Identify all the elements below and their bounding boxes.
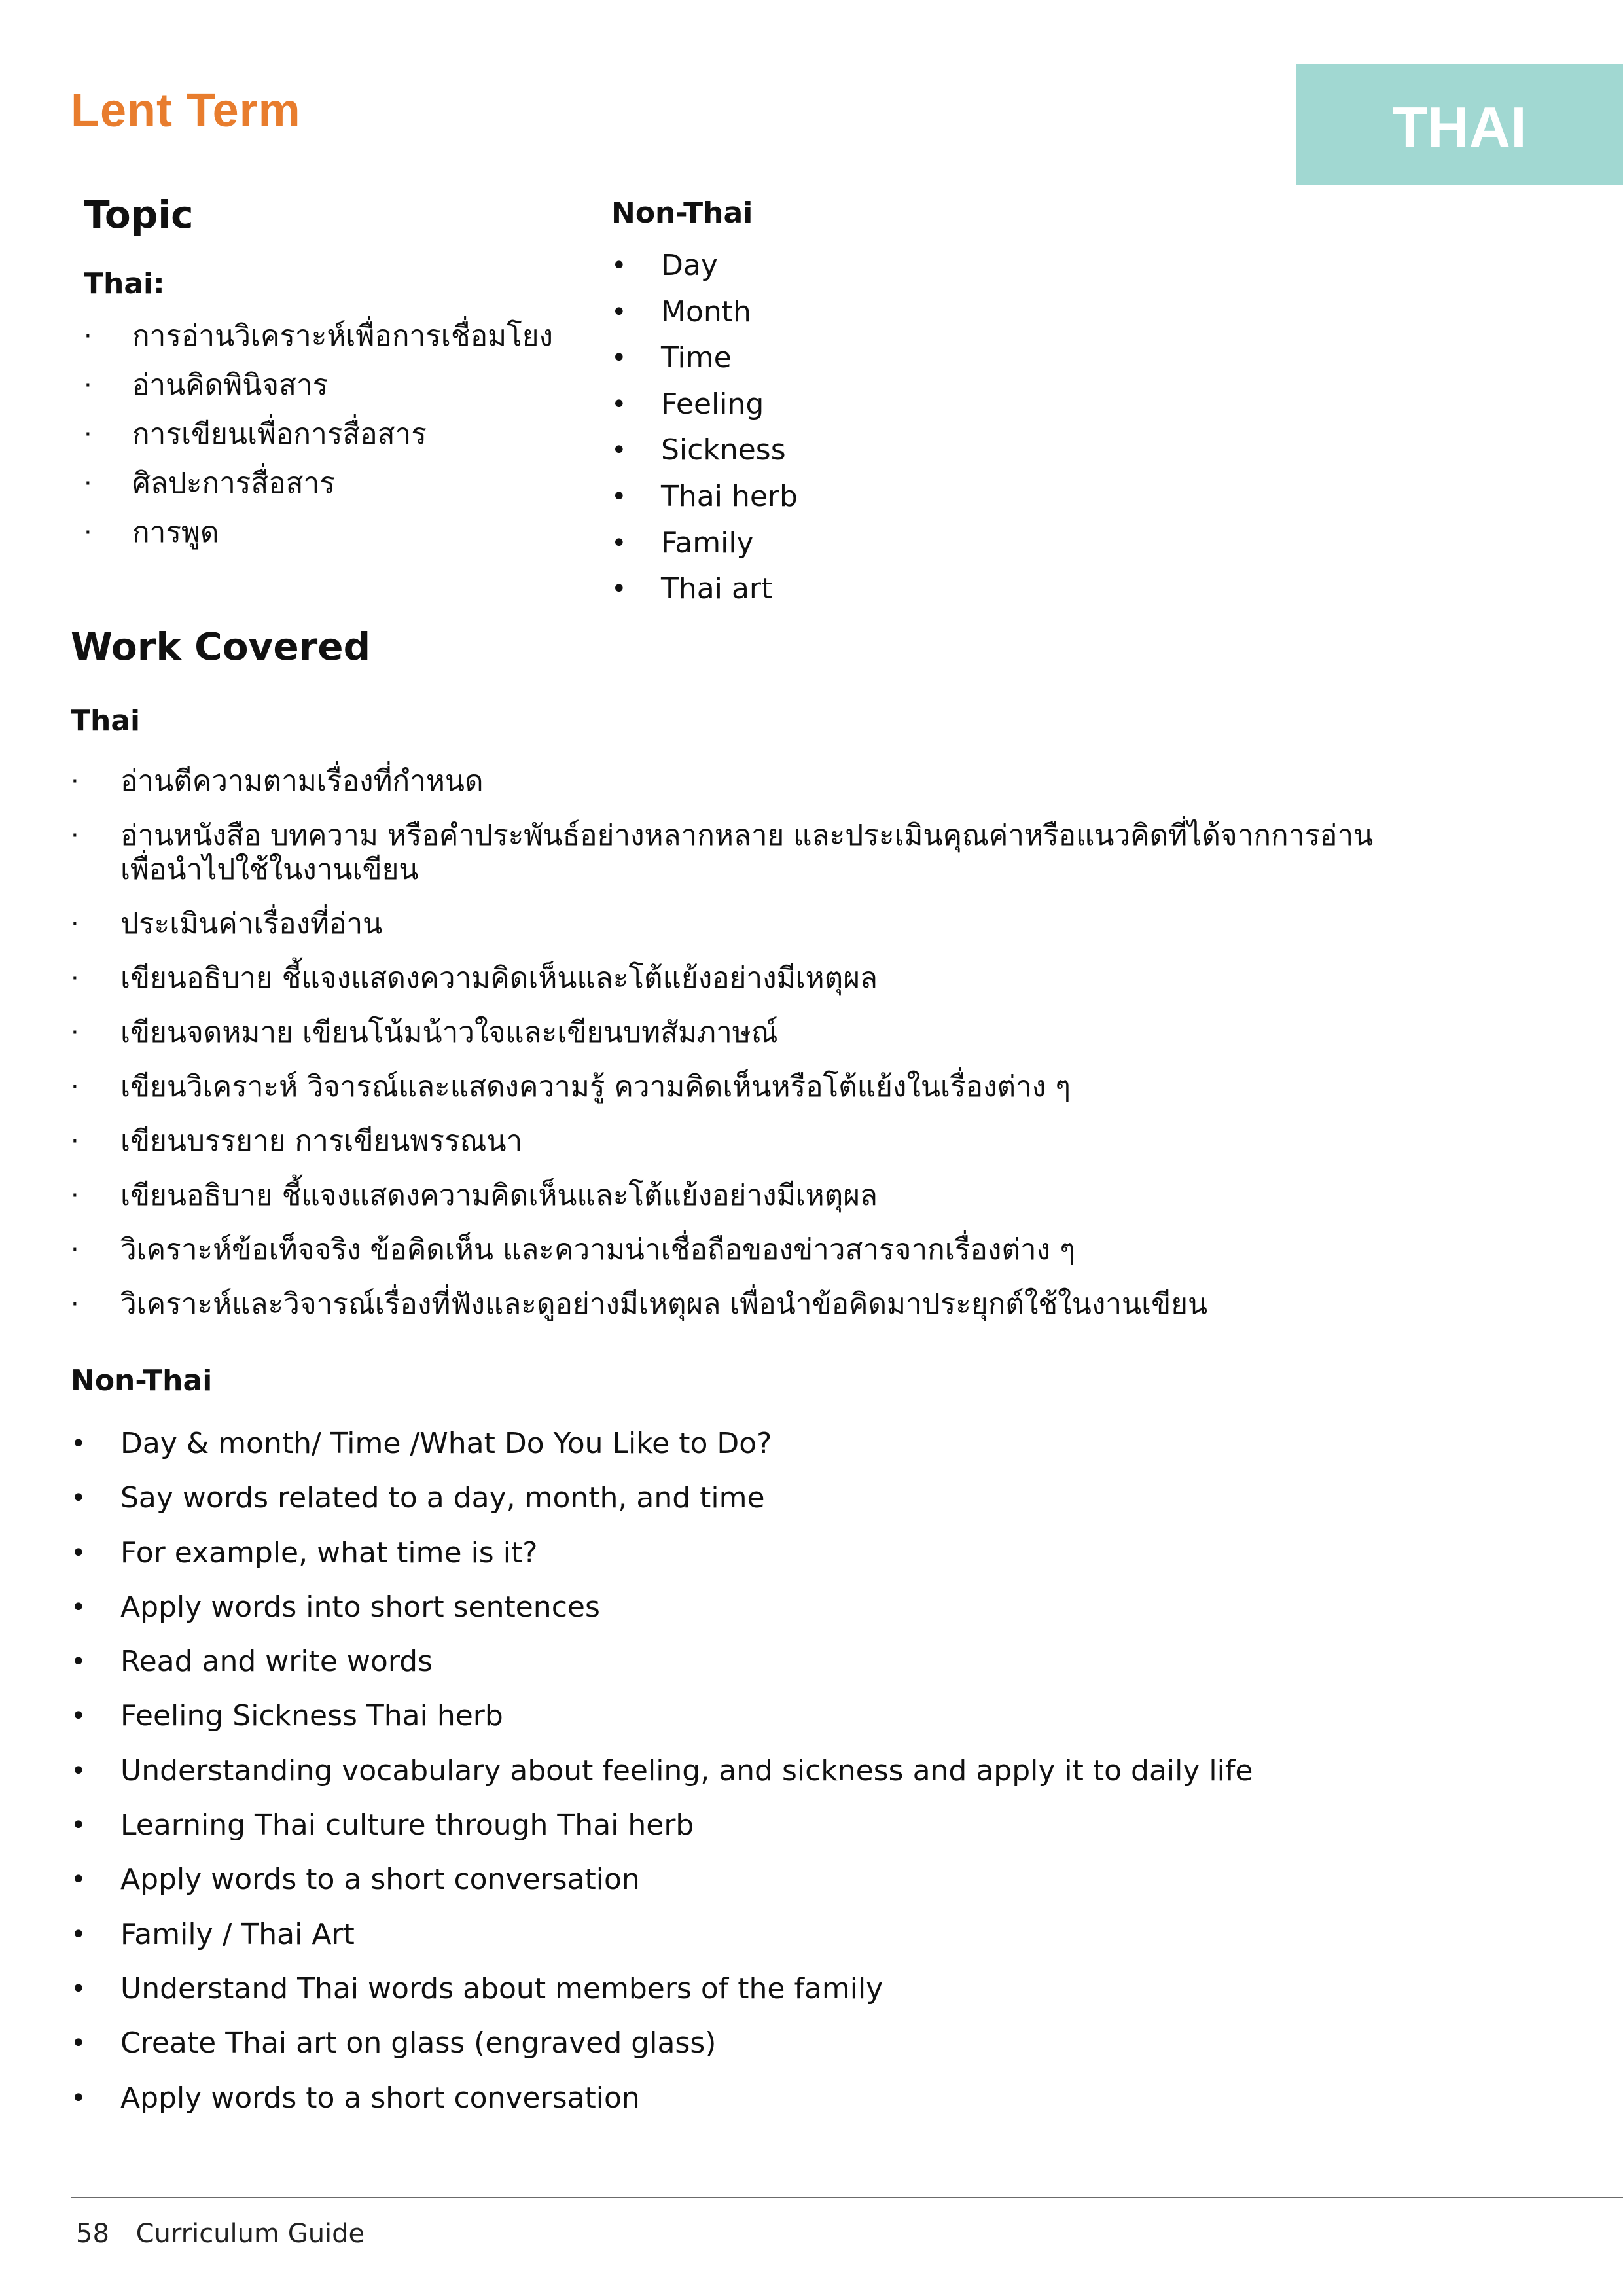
list-item-text: เขียนบรรยาย การเขียนพรรณนา bbox=[120, 1124, 523, 1158]
topic-non-thai-list bbox=[611, 249, 1069, 619]
list-item-text: Understanding vocabulary about feeling, and sickness and apply it to daily life bbox=[120, 1753, 1253, 1787]
list-item bbox=[71, 1754, 1412, 1808]
list-item-text: การเขียนเพื่อการสื่อสาร bbox=[132, 418, 427, 451]
list-item bbox=[84, 467, 607, 516]
bullet-icon: • bbox=[611, 481, 627, 512]
page-number: 58 bbox=[76, 2219, 109, 2249]
bullet-icon: • bbox=[71, 1973, 86, 2004]
list-item-text: Day & month/ Time /What Do You Like to Do? bbox=[120, 1427, 772, 1460]
list-item bbox=[71, 1124, 1412, 1158]
list-item-text: Say words related to a day, month, and time bbox=[120, 1481, 765, 1515]
list-item bbox=[71, 1972, 1412, 2026]
list-item bbox=[611, 295, 1069, 342]
work-non-thai-label: Non-Thai bbox=[71, 1364, 213, 1397]
list-item-text: Feeling bbox=[661, 387, 764, 421]
list-item-text: Apply words to a short conversation bbox=[120, 2081, 640, 2115]
list-item-text: การอ่านวิเคราะห์เพื่อการเชื่อมโยง bbox=[132, 319, 554, 353]
bullet-icon: · bbox=[84, 518, 92, 548]
list-item bbox=[71, 1070, 1412, 1104]
bullet-icon: · bbox=[84, 321, 92, 351]
list-item bbox=[71, 907, 1412, 941]
list-item bbox=[71, 2081, 1412, 2136]
list-item-text: อ่านคิดพินิจสาร bbox=[132, 368, 329, 402]
bullet-icon: • bbox=[611, 389, 627, 420]
list-item-text: การพูด bbox=[132, 516, 219, 549]
list-item-text: เขียนวิเคราะห์ วิจารณ์และแสดงความรู้ ความคิดเห็นหรือโต้แย้งในเรื่องต่าง ๆ bbox=[120, 1070, 1071, 1103]
bullet-icon: • bbox=[611, 528, 627, 558]
footer-divider bbox=[71, 2197, 1623, 2198]
work-covered-heading: Work Covered bbox=[71, 624, 371, 669]
list-item-text: เขียนอธิบาย ชี้แจงแสดงความคิดเห็นและโต้แย้งอย่างมีเหตุผล bbox=[120, 961, 878, 995]
bullet-icon: · bbox=[71, 1072, 79, 1102]
list-item-text: Thai art bbox=[661, 572, 773, 606]
bullet-icon: · bbox=[71, 766, 79, 797]
list-item bbox=[71, 1863, 1412, 1917]
list-item-text: ประเมินค่าเรื่องที่อ่าน bbox=[120, 907, 383, 941]
list-item bbox=[611, 480, 1069, 526]
topic-heading: Topic bbox=[84, 192, 194, 237]
bullet-icon: • bbox=[71, 2028, 86, 2059]
list-item-text: Family / Thai Art bbox=[120, 1917, 355, 1951]
list-item bbox=[71, 1918, 1412, 1972]
list-item bbox=[71, 1536, 1412, 1590]
list-item bbox=[71, 1645, 1412, 1699]
list-item bbox=[71, 819, 1412, 887]
list-item-text: Sickness bbox=[661, 433, 786, 467]
topic-non-thai-label: Non-Thai bbox=[611, 196, 753, 230]
list-item-text: อ่านตีความตามเรื่องที่กำหนด bbox=[120, 764, 484, 798]
bullet-icon: • bbox=[71, 1647, 86, 1677]
work-non-thai-list bbox=[71, 1427, 1412, 2136]
footer-title: Curriculum Guide bbox=[135, 2219, 365, 2249]
bullet-icon: · bbox=[71, 1181, 79, 1211]
list-item bbox=[611, 526, 1069, 573]
work-thai-list bbox=[71, 764, 1412, 1342]
bullet-icon: · bbox=[71, 1235, 79, 1265]
list-item-text: Learning Thai culture through Thai herb bbox=[120, 1808, 694, 1842]
list-item bbox=[71, 2026, 1412, 2081]
bullet-icon: • bbox=[71, 1755, 86, 1786]
list-item-text: อ่านหนังสือ บทความ หรือคำประพันธ์อย่างหลากหลาย และประเมินคุณค่าหรือแนวคิดที่ได้จากการอ่าน เพื่อนำไปใช้ในงานเขียน bbox=[120, 819, 1374, 886]
bullet-icon: • bbox=[611, 251, 627, 281]
list-item bbox=[84, 516, 607, 565]
list-item bbox=[71, 1233, 1412, 1267]
list-item-text: วิเคราะห์และวิจารณ์เรื่องที่ฟังและดูอย่างมีเหตุผล เพื่อนำข้อคิดมาประยุกต์ใช้ในงานเขียน bbox=[120, 1287, 1208, 1321]
list-item-text: Read and write words bbox=[120, 1645, 433, 1679]
bullet-icon: • bbox=[611, 574, 627, 605]
list-item-text: Apply words into short sentences bbox=[120, 1590, 600, 1624]
bullet-icon: • bbox=[71, 1483, 86, 1514]
list-item-text: เขียนจดหมาย เขียนโน้มน้าวใจและเขียนบทสัมภาษณ์ bbox=[120, 1016, 778, 1049]
bullet-icon: · bbox=[71, 1018, 79, 1048]
bullet-icon: • bbox=[611, 296, 627, 327]
list-item-text: Thai herb bbox=[661, 479, 798, 513]
bullet-icon: · bbox=[71, 1126, 79, 1157]
list-item bbox=[71, 1179, 1412, 1213]
list-item-text: เขียนอธิบาย ชี้แจงแสดงความคิดเห็นและโต้แย้งอย่างมีเหตุผล bbox=[120, 1179, 878, 1212]
bullet-icon: · bbox=[71, 821, 79, 851]
subject-tab-label: THAI bbox=[1392, 95, 1527, 160]
list-item-text: Family bbox=[661, 526, 754, 560]
bullet-icon: · bbox=[71, 963, 79, 994]
bullet-icon: • bbox=[611, 343, 627, 374]
list-item-text: ศิลปะการสื่อสาร bbox=[132, 467, 335, 500]
list-item bbox=[71, 1590, 1412, 1645]
bullet-icon: · bbox=[84, 420, 92, 450]
list-item-text: Apply words to a short conversation bbox=[120, 1863, 640, 1897]
bullet-icon: • bbox=[71, 1810, 86, 1841]
list-item bbox=[611, 387, 1069, 434]
list-item bbox=[71, 1287, 1412, 1321]
list-item bbox=[71, 1016, 1412, 1050]
list-item-text: Month bbox=[661, 295, 751, 329]
bullet-icon: • bbox=[71, 1592, 86, 1623]
list-item bbox=[611, 341, 1069, 387]
term-title: Lent Term bbox=[71, 84, 301, 137]
list-item-text: วิเคราะห์ข้อเท็จจริง ข้อคิดเห็น และความน่าเชื่อถือของข่าวสารจากเรื่องต่าง ๆ bbox=[120, 1233, 1075, 1266]
bullet-icon: • bbox=[71, 1537, 86, 1568]
footer bbox=[76, 2219, 365, 2249]
list-item bbox=[71, 764, 1412, 798]
list-item bbox=[611, 249, 1069, 295]
bullet-icon: • bbox=[71, 2083, 86, 2113]
list-item-text: Understand Thai words about members of the family bbox=[120, 1971, 883, 2005]
list-item bbox=[71, 1427, 1412, 1481]
bullet-icon: · bbox=[84, 370, 92, 401]
list-item bbox=[611, 572, 1069, 619]
bullet-icon: · bbox=[84, 469, 92, 499]
list-item bbox=[84, 319, 607, 368]
list-item-text: Create Thai art on glass (engraved glass) bbox=[120, 2026, 717, 2060]
list-item-text: Day bbox=[661, 249, 718, 282]
bullet-icon: • bbox=[611, 435, 627, 466]
bullet-icon: • bbox=[71, 1429, 86, 1459]
list-item bbox=[71, 1699, 1412, 1753]
list-item bbox=[71, 961, 1412, 996]
bullet-icon: · bbox=[71, 1289, 79, 1319]
list-item bbox=[84, 418, 607, 467]
bullet-icon: • bbox=[71, 1865, 86, 1895]
list-item-text: For example, what time is it? bbox=[120, 1535, 538, 1570]
list-item-text: Time bbox=[661, 341, 732, 375]
work-thai-label: Thai bbox=[71, 704, 141, 738]
topic-thai-list bbox=[84, 319, 607, 565]
list-item bbox=[71, 1481, 1412, 1535]
bullet-icon: • bbox=[71, 1919, 86, 1950]
list-item-text: Feeling Sickness Thai herb bbox=[120, 1699, 503, 1733]
bullet-icon: · bbox=[71, 909, 79, 939]
list-item bbox=[611, 433, 1069, 480]
topic-thai-label: Thai: bbox=[84, 267, 165, 300]
list-item bbox=[84, 368, 607, 418]
bullet-icon: • bbox=[71, 1701, 86, 1732]
subject-tab bbox=[1296, 64, 1623, 185]
list-item bbox=[71, 1808, 1412, 1863]
